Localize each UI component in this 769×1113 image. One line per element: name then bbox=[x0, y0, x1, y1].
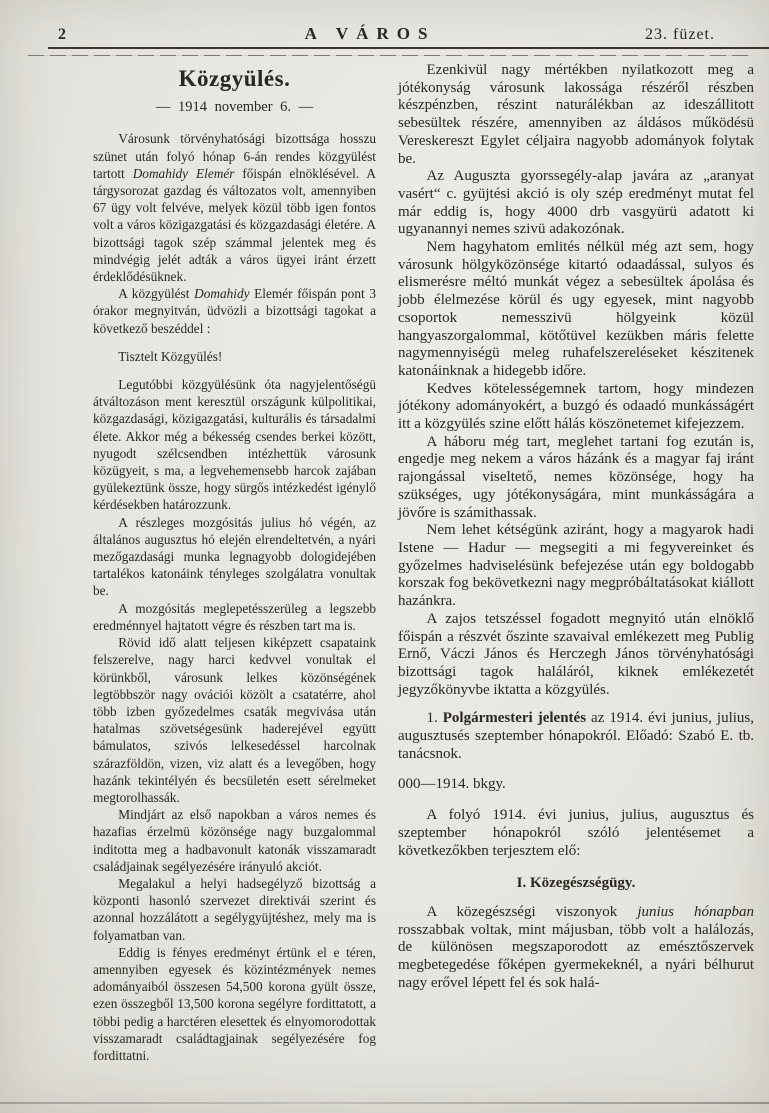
paragraph: Az Auguszta gyorssegély-alap javára az „aranyat vasért“ c. gyüjtési akció is oly szép eredményt mutat fel már eddig is, hogy 4000 drb vasgyürü adatott ki ugyanannyi nemes szivü adakozónak. bbox=[398, 168, 754, 238]
left-column-text bbox=[93, 130, 376, 1064]
page-header bbox=[0, 0, 769, 44]
paragraph: Városunk törvényhatósági bizottsága hosszu szünet után folyó hónap 6-án rendes közgyülést tartott Domahidy Elemér főispán elnöklésével. A tárgysorozat gazdag és változatos volt, amennyiben 67 ügy volt felvéve, melyek közül több igen fontos volt a város közigazgatási és közgazdasági életére. A bizottsági tagok szép számmal jelentek meg és mindvégig jelét adták a város ügyei iránt érzett érdeklődésüknek. bbox=[93, 131, 376, 285]
paragraph: Nem hagyhatom emlités nélkül még azt sem, hogy városunk hölgyközönsége kitartó odaadással, sulyos és elismerésre méltó munkát végez a sebesültek ápolása és jobb élelmezése körül és ugy egyesek, mint nagyobb csoportok nemesszivü hölgyeink közül hangyaszorgalommal, kötőtüvel kezükben máris felette nagymennyiségü meleg ruhafelszereléseket készitenek katonáinknak a hidegebb időre. bbox=[398, 239, 754, 379]
paragraph: A közgyülést Domahidy Elemér főispán pont 3 órakor megnyitván, üdvözli a bizottsági tagokat a következő beszéddel : bbox=[93, 286, 376, 336]
paragraph: Mindjárt az első napokban a város nemes és hazafias érzelmü közönsége nagy buzgalommal inditotta meg a hadbavonult katonák visszamaradt családjainak segélyezésére irányuló akciót. bbox=[93, 807, 376, 874]
paragraph: Ezenkivül nagy mértékben nyilatkozott meg a jótékonyság városunk lakossága részéről részben készpénzben, részint naturálékban az ideszállitott sebesültek részére, amennyiben az áldásos működésü Vereskereszt Egylet céljaira nagyobb adományok folytak be. bbox=[398, 62, 754, 167]
page-number: 2 bbox=[58, 26, 67, 43]
paragraph: Legutóbbi közgyülésünk óta nagyjelentőségü átváltozáson ment keresztül országunk külpolitikai, közgazdasági, közigazgatási, kulturális és társadalmi élete. Akkor még a békesség csendes berkei között, nyugodt szélcsendben intézhettük városunk közügyeit, s ma, a legvehemensebb harcok zajában gyülekeztünk össze, hogy sürgős intézkedést igénylő kérdésekben határozzunk. bbox=[93, 377, 376, 513]
paragraph: Megalakul a helyi hadsegélyző bizottság a központi hasonló szervezet direktivái szerint és azonnal hozzálátott a segélygyüjtéshez, mely ma is folyamatban van. bbox=[93, 875, 376, 943]
paragraph: A háboru még tart, meglehet tartani fog ezután is, engedje meg nekem a város házánk és a magyar faj iránt rajongással viseltető, nemes közönsége, hogy ha szükséges, ugy jótékonyságára, mint munkásságára a jövőre is számithassak. bbox=[398, 433, 754, 521]
section-heading: I. Közegészségügy. bbox=[516, 875, 636, 892]
scan-edge-line bbox=[0, 1102, 769, 1104]
file-reference: 000—1914. bkgy. bbox=[398, 776, 506, 793]
paragraph: A részleges mozgósitás julius hó végén, az általános augusztus hó elején elrendeltetvén, a nyári mezőgazdasági munka legnagyobb dologidejében tartalékos katonáink tényleges szolgálatra vonultak be. bbox=[93, 514, 376, 599]
paragraph: A zajos tetszéssel fogadott megnyitó után elnöklő főispán a részvét őszinte szavaival emlékezett meg Publig Ernő, Váczi János és Herczegh János törvényhatósági bizottsági tagok haláláról, kiknek emlékezetét jegyzőkönyvbe iktatta a közgyülés. bbox=[398, 610, 754, 698]
paragraph: A közegészségi viszonyok junius hónapban rosszabbak voltak, mint májusban, több volt a halálozás, de különösen megszaporodott az emésztőszervek megbetegedése főképen gyermekeknél, a nyári bélhurut nagy erővel lépett fel és sok halá- bbox=[398, 903, 754, 991]
paragraph: Tisztelt Közgyülés! bbox=[118, 348, 223, 364]
paragraph: A folyó 1914. évi junius, julius, augusztus és szeptember hónapokról szóló jelentésemet a következőkben terjesztem elő: bbox=[398, 807, 754, 859]
issue-number: 23. füzet. bbox=[645, 26, 715, 43]
paragraph: Nem lehet kétségünk aziránt, hogy a magyarok hadi Istene — Hadur — megsegiti a mi fegyvereinket és győzelmes hadviselésünk befejezése után egy boldogabb korszak fog bekövetkezni nagy megpróbáltatásokat kiállott hazánkra. bbox=[398, 522, 754, 610]
report-item-heading: 1. Polgármesteri jelentés az 1914. évi junius, julius, augusztusés szeptember hónapokról. Előadó: Szabó E. tb. tanácsnok. bbox=[398, 710, 754, 762]
right-column-text bbox=[398, 62, 754, 992]
article-body bbox=[0, 56, 769, 1064]
paragraph: Kedves kötelességemnek tartom, hogy mindezen jótékony adományokért, a buzgó és odaadó munkásságért itt a közgyülés szine előtt hálás köszönetemet kifejezzem. bbox=[398, 380, 754, 433]
header-rule-top bbox=[48, 47, 769, 49]
paragraph: Eddig is fényes eredményt értünk el e téren, amennyiben egyesek és közintézmények nemes adományaiból összesen 54,500 korona gyült össze, ezen összegből 13,500 korona segélyre fordittatott, a többi pedig a harctéren elesettek és elnyomorodottak visszamaradt családtagjainak segélyezésére fog fordittatni. bbox=[93, 944, 376, 1063]
paragraph: A mozgósitás meglepetésszerüleg a legszebb eredménnyel hajtatott végre és részben tart ma is. bbox=[93, 600, 376, 633]
left-column bbox=[93, 62, 376, 1064]
right-column bbox=[398, 62, 754, 1064]
article-title: Közgyülés. bbox=[178, 66, 291, 91]
paragraph: Rövid idő alatt teljesen kiképzett csapataink felszerelve, nagy harci kedvvel vonultak el körünkből, városunk lelkes közönségének legtöbbször nagy ovációi közölt a csatatérre, ahol több izben győzedelmes csaták megvivása után hatalmas szövetségesünk haderejével együtt bámulatos, szivós lelkesedéssel harcolnak szárazföldön, vizen, viz alatt és a levegőben, hogy hazánk tekintélyén és becsületén esett sérelmeket megtorolhassák. bbox=[93, 635, 376, 805]
article-dateline: — 1914 november 6. — bbox=[155, 99, 314, 116]
journal-title: A VÁROS bbox=[304, 24, 436, 43]
